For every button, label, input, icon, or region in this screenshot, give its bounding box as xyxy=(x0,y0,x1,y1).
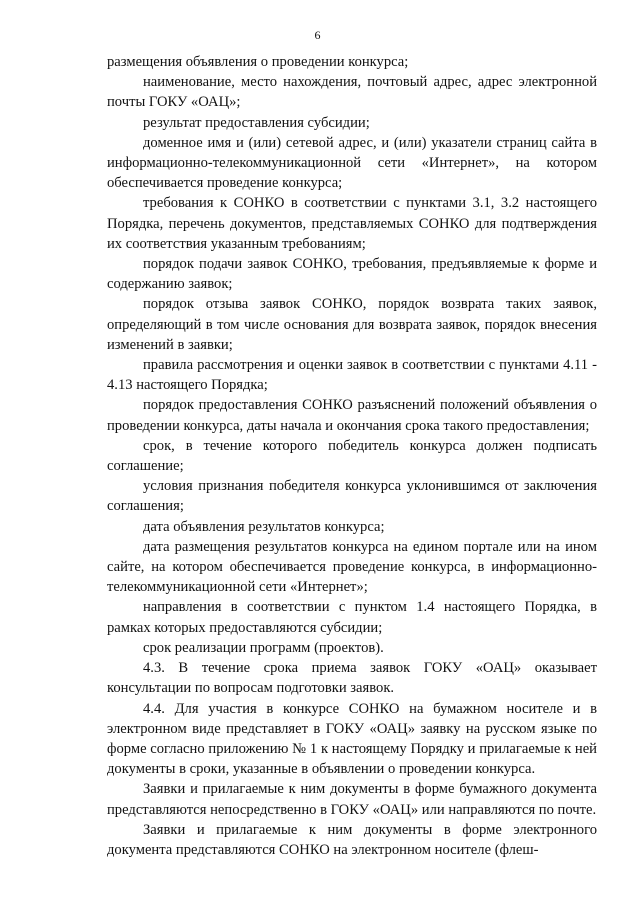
paragraph: срок, в течение которого победитель конкурса должен подписать соглашение; xyxy=(107,437,597,475)
paragraph: 4.3. В течение срока приема заявок ГОКУ «ОАЦ» оказывает консультации по вопросам подготовки заявок. xyxy=(107,660,597,697)
paragraph: дата размещения результатов конкурса на едином портале или на ином сайте, на котором обеспечивается проведение конкурса, в информационно-телекоммуникационной сети «Интернет»; xyxy=(107,538,597,596)
paragraph: дата объявления результатов конкурса; xyxy=(143,518,385,535)
paragraph: условия признания победителя конкурса уклонившимся от заключения соглашения; xyxy=(107,478,597,515)
paragraph: Заявки и прилагаемые к ним документы в форме бумажного документа представляются непосредственно в ГОКУ «ОАЦ» или направляются по почте. xyxy=(107,781,597,818)
paragraph: порядок предоставления СОНКО разъяснений положений объявления о проведении конкурса, даты начала и окончания срока такого предоставления; xyxy=(107,397,597,434)
paragraph: порядок отзыва заявок СОНКО, порядок возврата таких заявок, определяющий в том числе основания для возврата заявок, порядок внесения изменений в заявки; xyxy=(107,296,597,353)
document-body xyxy=(107,52,597,860)
paragraph: требования к СОНКО в соответствии с пунктами 3.1, 3.2 настоящего Порядка, перечень документов, представляемых СОНКО для подтверждения их соответствия указанным требованиям; xyxy=(107,195,597,252)
paragraph: 4.4. Для участия в конкурсе СОНКО на бумажном носителе и в электронном виде представляет в ГОКУ «ОАЦ» заявку на русском языке по форме согласно приложению № 1 к настоящему Порядку и прилагаемые к ней документы в сроки, указанные в объявлении о проведении конкурса. xyxy=(107,700,597,778)
paragraph: размещения объявления о проведении конкурса; xyxy=(107,54,409,70)
paragraph: результат предоставления субсидии; xyxy=(143,114,370,131)
paragraph: наименование, место нахождения, почтовый адрес, адрес электронной почты ГОКУ «ОАЦ»; xyxy=(107,74,597,111)
page-number: 6 xyxy=(314,28,321,42)
paragraph: порядок подачи заявок СОНКО, требования, предъявляемые к форме и содержанию заявок; xyxy=(107,256,597,293)
paragraph: правила рассмотрения и оценки заявок в соответствии с пунктами 4.11 - 4.13 настоящего Порядка; xyxy=(107,357,597,394)
paragraph: срок реализации программ (проектов). xyxy=(143,639,384,656)
paragraph: Заявки и прилагаемые к ним документы в форме электронного документа представляются СОНКО на электронном носителе (флеш- xyxy=(107,821,597,858)
paragraph: направления в соответствии с пунктом 1.4 настоящего Порядка, в рамках которых предоставляются субсидии; xyxy=(107,599,597,636)
paragraph: доменное имя и (или) сетевой адрес, и (или) указатели страниц сайта в информационно-телекоммуникационной сети «Интернет», на котором обеспечивается проведение конкурса; xyxy=(107,134,597,192)
